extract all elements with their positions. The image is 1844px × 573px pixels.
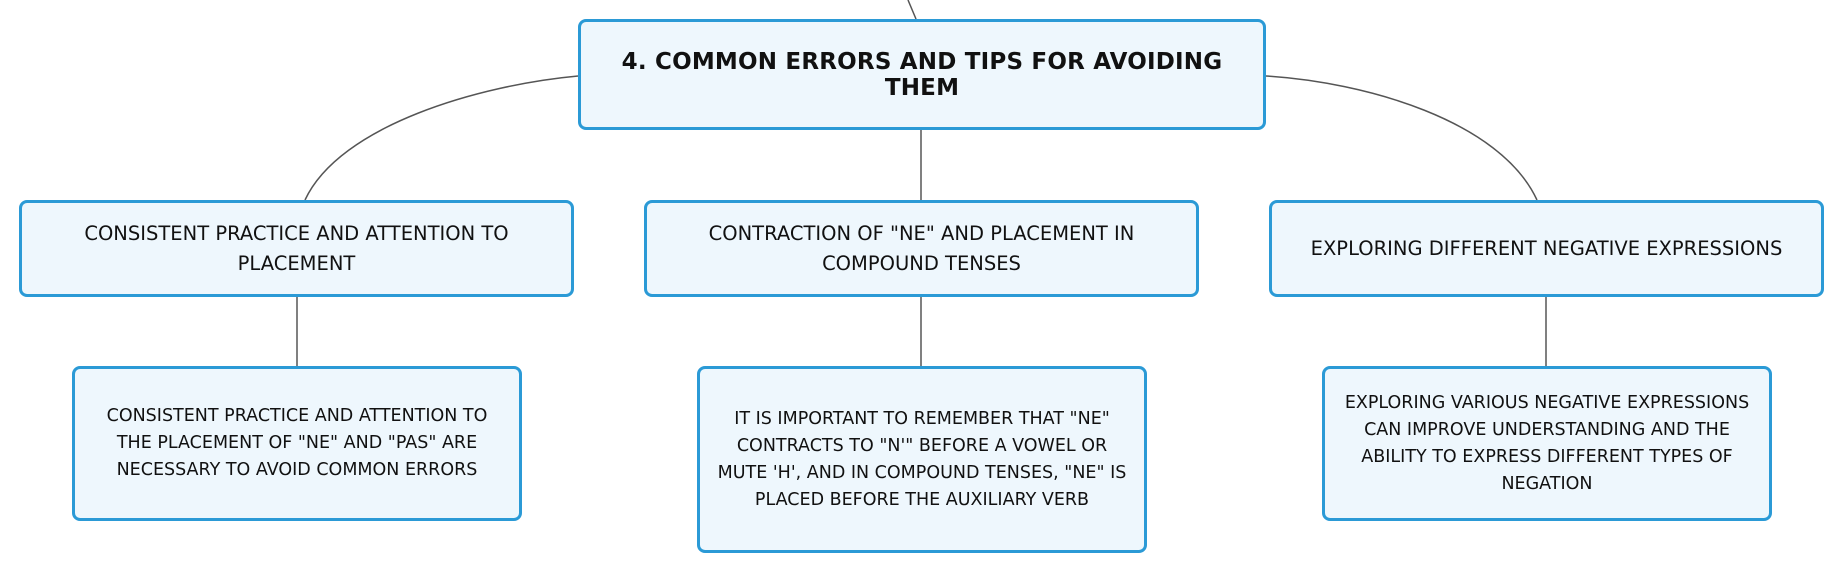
branch-node-text: CONTRACTION OF "NE" AND PLACEMENT IN COMPOUND TENSES <box>708 221 1135 275</box>
branch-node-negative-expressions[interactable] <box>1269 200 1824 297</box>
detail-node-practice[interactable] <box>72 366 522 521</box>
branch-node-practice[interactable] <box>19 200 574 297</box>
detail-node-contraction[interactable] <box>697 366 1147 553</box>
root-node-text: 4. COMMON ERRORS AND TIPS FOR AVOIDING THEM <box>621 48 1223 101</box>
branch-node-text: EXPLORING DIFFERENT NEGATIVE EXPRESSIONS <box>1310 236 1783 260</box>
connector-parent-to-root <box>908 0 916 19</box>
detail-node-text: CONSISTENT PRACTICE AND ATTENTION TO THE PLACEMENT OF "NE" AND "PAS" ARE NECESSARY TO AVOID COMMON ERRORS <box>106 406 488 480</box>
branch-node-contraction[interactable] <box>644 200 1199 297</box>
connector-root-to-branch-3 <box>1266 76 1537 200</box>
detail-node-negative-expressions[interactable] <box>1322 366 1772 521</box>
branch-node-text: CONSISTENT PRACTICE AND ATTENTION TO PLACEMENT <box>84 221 509 275</box>
detail-node-text: EXPLORING VARIOUS NEGATIVE EXPRESSIONS CAN IMPROVE UNDERSTANDING AND THE ABILITY TO EXPRESS DIFFERENT TYPES OF NEGATION <box>1344 392 1750 494</box>
root-node[interactable] <box>578 19 1266 130</box>
connector-root-to-branch-1 <box>305 76 578 200</box>
detail-node-text: IT IS IMPORTANT TO REMEMBER THAT "NE" CONTRACTS TO "N'" BEFORE A VOWEL OR MUTE 'H', AND IN COMPOUND TENSES, "NE" IS PLACED BEFORE THE AUXILIARY VERB <box>717 408 1127 510</box>
